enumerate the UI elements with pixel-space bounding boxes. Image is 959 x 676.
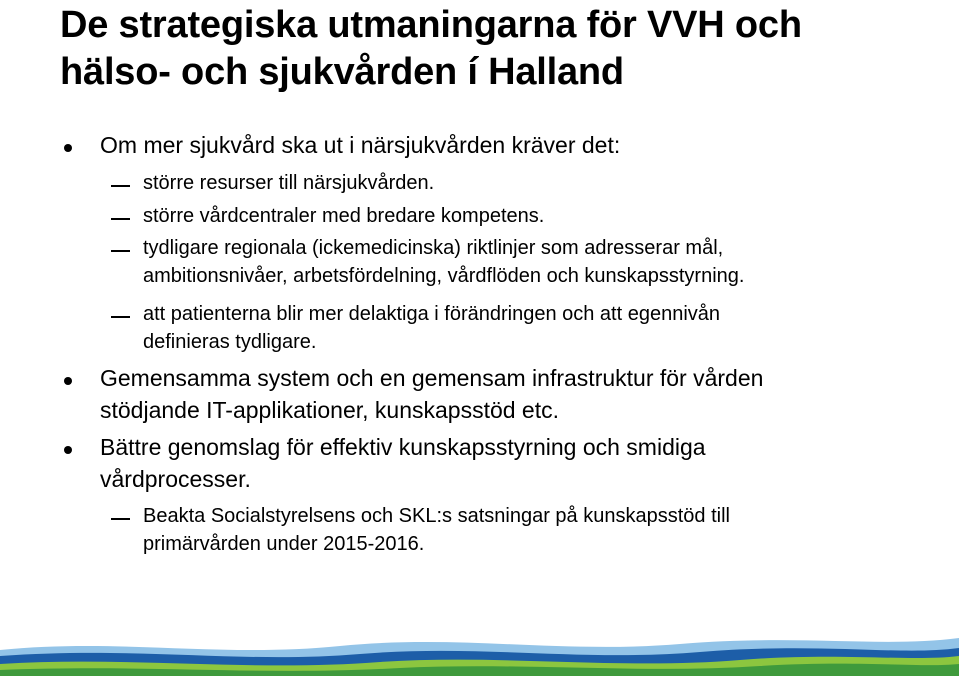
list-item-text: ambitionsnivåer, arbetsfördelning, vårdflöden och kunskapsstyrning. [143, 265, 745, 287]
title-line-1: De strategiska utmaningarna för VVH och [60, 4, 802, 46]
slide-title [60, 2, 940, 96]
title-line-2: hälso- och sjukvården í Halland [60, 51, 624, 93]
list-item-text: primärvården under 2015-2016. [143, 533, 425, 555]
dash-icon [111, 250, 130, 252]
dash-icon [111, 518, 130, 520]
list-item-text: större vårdcentraler med bredare kompetens. [143, 205, 545, 227]
list-item-text: definieras tydligare. [143, 331, 317, 353]
footer-wave-graphic [0, 628, 959, 676]
list-item-text: vårdprocesser. [100, 466, 251, 492]
list-item-text: att patienterna blir mer delaktiga i förändringen och att egennivån [143, 303, 721, 325]
bullet-icon [64, 377, 72, 385]
dash-icon [111, 316, 130, 318]
dash-icon [111, 218, 130, 220]
bullet-icon [64, 446, 72, 454]
list-item-text: större resurser till närsjukvården. [143, 172, 435, 194]
list-item-text: Beakta Socialstyrelsens och SKL:s satsningar på kunskapsstöd till [143, 505, 730, 527]
list-item-text: Gemensamma system och en gemensam infrastruktur för vården [100, 365, 764, 391]
list-item-text: Bättre genomslag för effektiv kunskapsstyrning och smidiga [100, 434, 706, 460]
list-item-text: stödjande IT-applikationer, kunskapsstöd etc. [100, 397, 560, 423]
dash-icon [111, 185, 130, 187]
list-item-text: Om mer sjukvård ska ut i närsjukvården kräver det: [100, 132, 621, 158]
bullet-icon [64, 144, 72, 152]
list-item-text: tydligare regionala (ickemedicinska) riktlinjer som adresserar mål, [143, 237, 724, 259]
